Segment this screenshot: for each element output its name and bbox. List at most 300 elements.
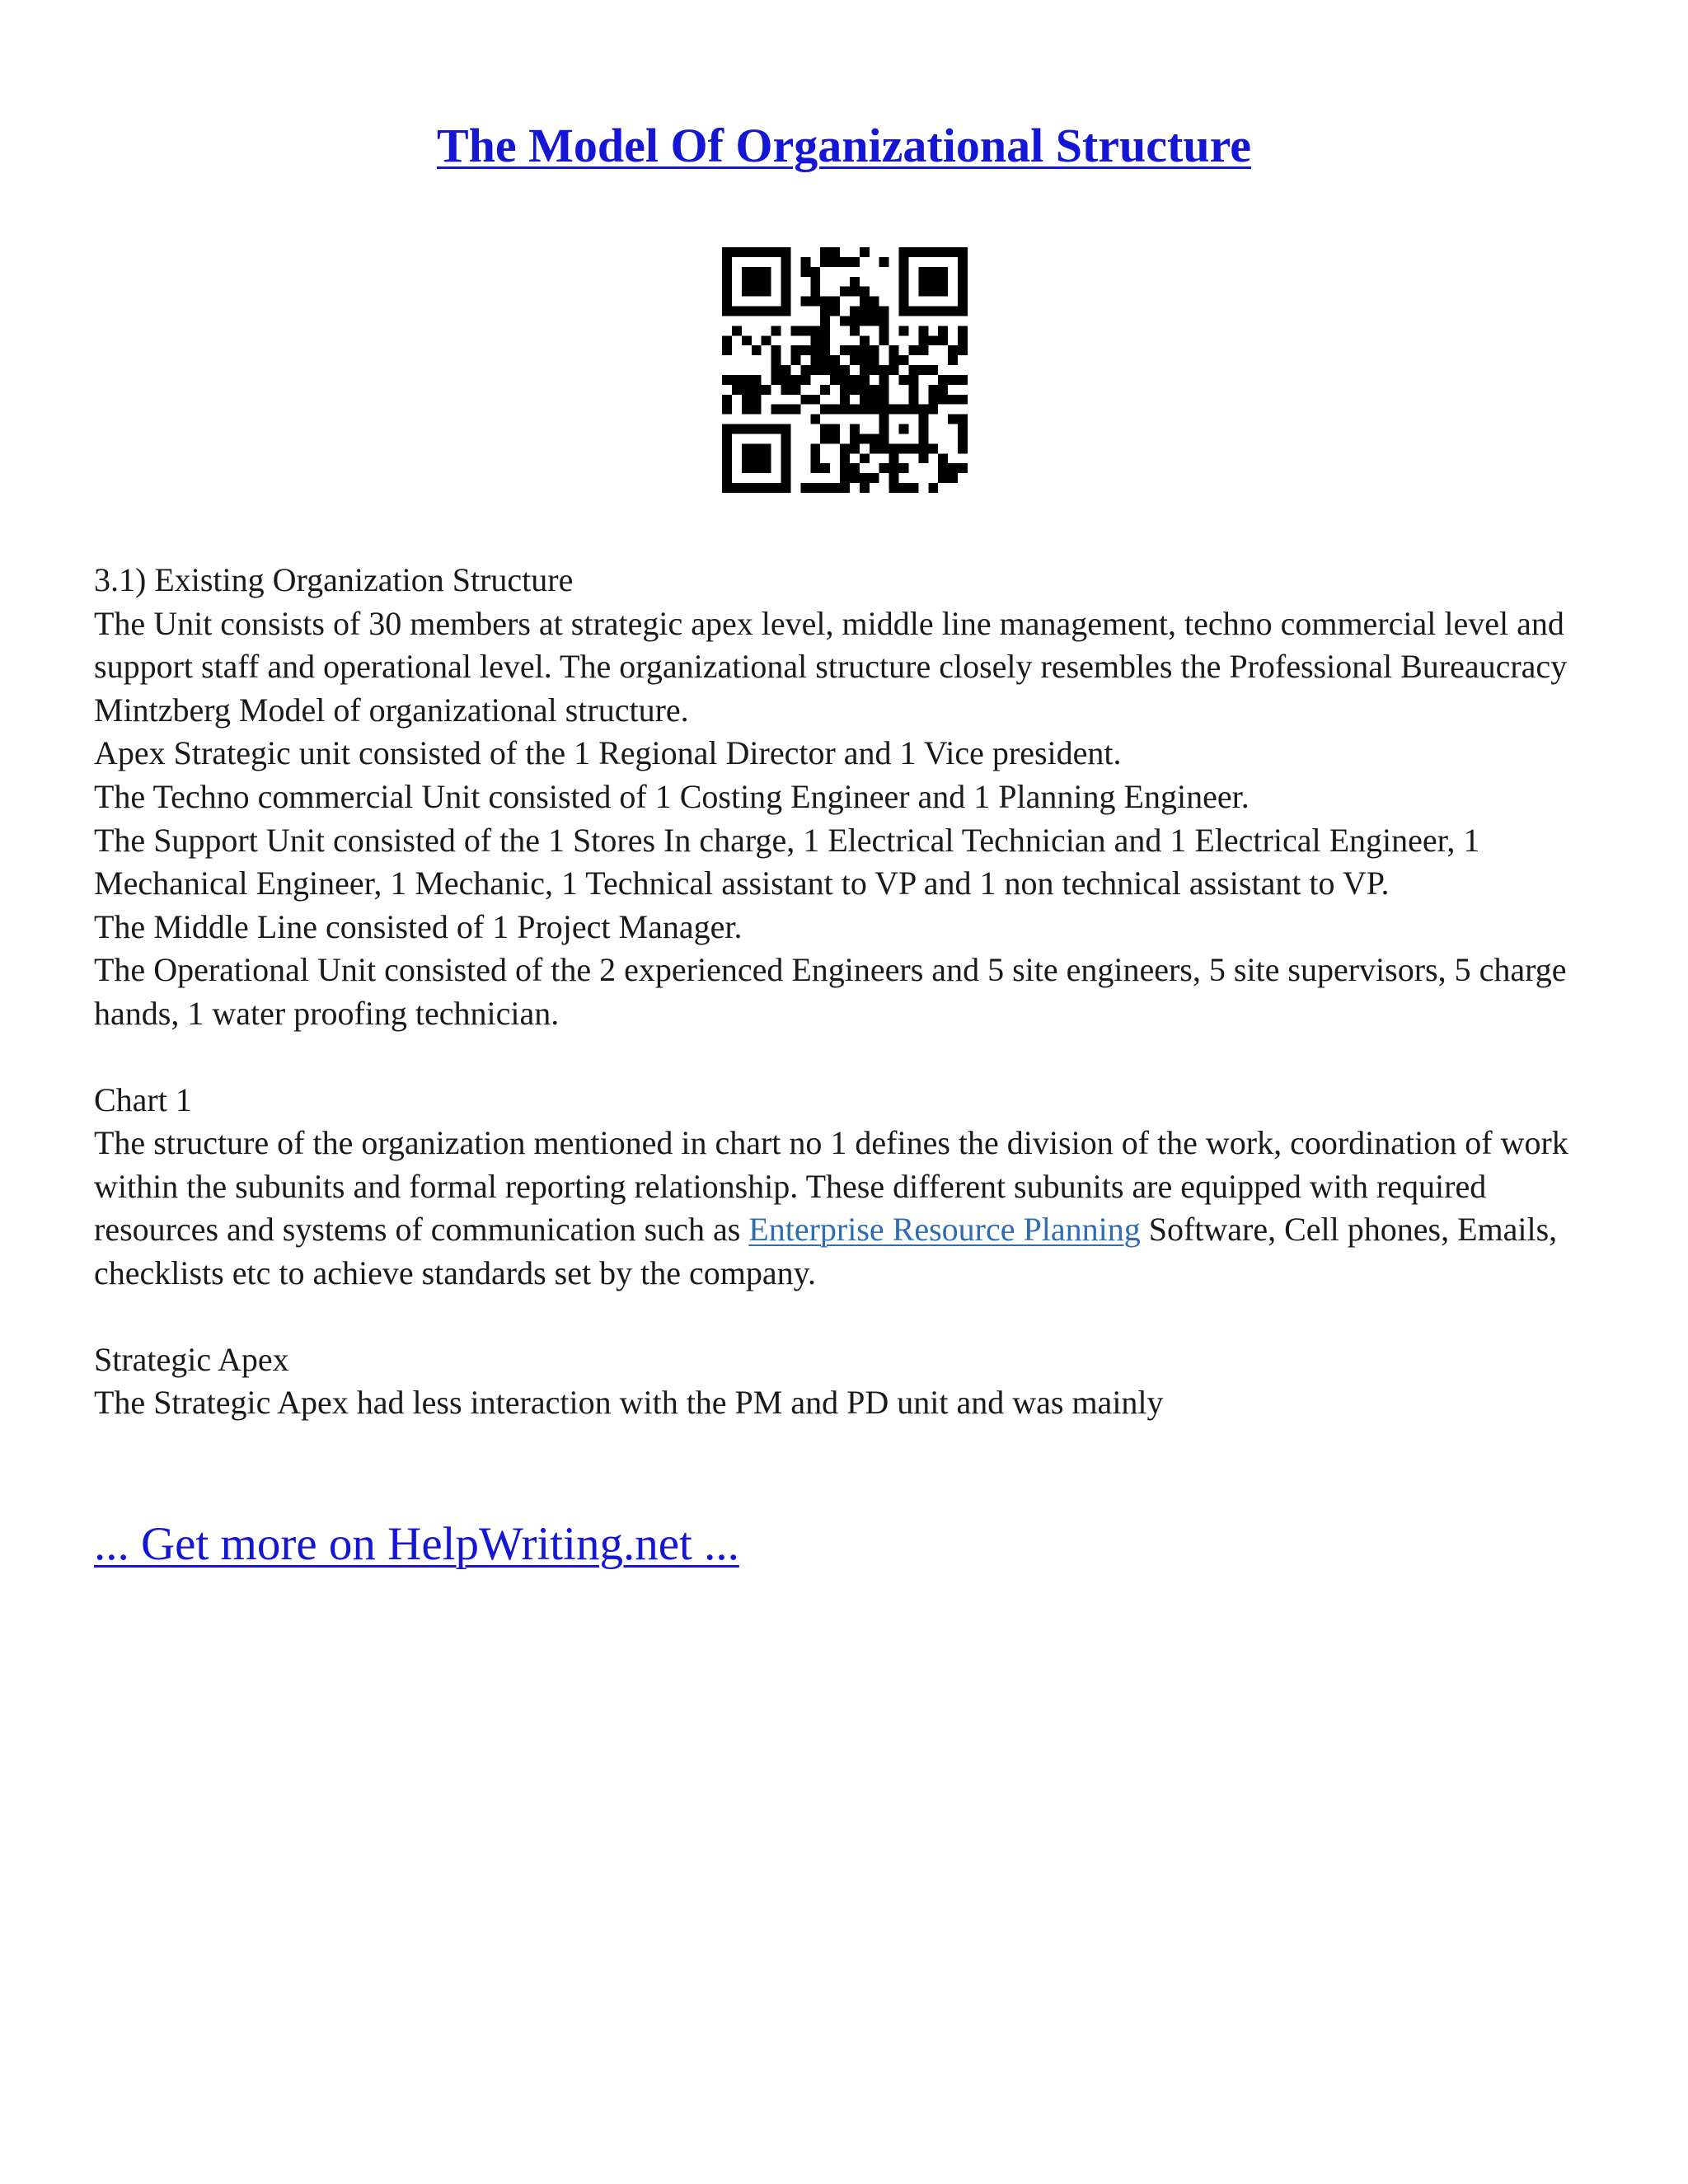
qr-module <box>948 247 958 257</box>
qr-module <box>800 375 810 385</box>
qr-code-icon <box>722 247 968 493</box>
qr-module <box>928 385 938 395</box>
qr-module <box>752 453 762 463</box>
qr-module <box>771 355 781 365</box>
qr-module <box>918 345 928 355</box>
qr-module <box>908 375 918 385</box>
qr-module <box>820 355 830 365</box>
qr-module <box>958 375 968 385</box>
qr-module <box>918 287 928 297</box>
qr-module <box>781 365 791 375</box>
erp-link[interactable]: Enterprise Resource Planning <box>748 1211 1141 1249</box>
qr-module <box>870 365 879 375</box>
qr-module <box>928 307 938 316</box>
qr-module <box>722 287 732 297</box>
qr-module <box>958 415 968 424</box>
qr-module <box>850 307 860 316</box>
qr-module <box>850 405 860 415</box>
qr-module <box>722 307 732 316</box>
qr-module <box>899 297 909 307</box>
qr-module <box>722 375 732 385</box>
qr-module <box>889 405 899 415</box>
qr-module <box>742 335 752 345</box>
qr-module <box>889 453 899 463</box>
chart-heading: Chart 1 <box>94 1080 192 1118</box>
qr-module <box>722 277 732 287</box>
qr-module <box>948 463 958 473</box>
paragraph-support-unit: The Support Unit consisted of the 1 Stores In charge, 1 Electrical Technician and 1 Electrical Engineer, 1 Mechanical Engineer, 1 Mechanic, 1 Technical assistant to VP and 1 non technical assistant to VP. <box>94 821 1480 902</box>
qr-module <box>820 463 830 473</box>
qr-module <box>810 297 820 307</box>
qr-module <box>908 345 918 355</box>
qr-module <box>899 247 909 257</box>
qr-module <box>938 335 948 345</box>
qr-module <box>722 424 732 434</box>
qr-module <box>958 287 968 297</box>
qr-module <box>790 375 800 385</box>
qr-module <box>879 385 889 395</box>
qr-module <box>860 287 870 297</box>
qr-module <box>879 405 889 415</box>
qr-module <box>762 267 771 277</box>
qr-module <box>752 287 762 297</box>
qr-module <box>879 326 889 335</box>
qr-module <box>870 385 879 395</box>
qr-module <box>889 345 899 355</box>
paragraph-operational-unit: The Operational Unit consisted of the 2 experienced Engineers and 5 site engineers, 5 site supervisors, 5 charge hands, 1 water proofing technician. <box>94 951 1567 1032</box>
qr-module <box>781 287 791 297</box>
qr-module <box>850 326 860 335</box>
qr-module <box>800 267 810 277</box>
qr-module <box>850 277 860 287</box>
qr-module <box>870 307 879 316</box>
document-body <box>94 559 1602 1425</box>
qr-module <box>840 316 850 326</box>
paragraph-unit-overview: The Unit consists of 30 members at strategic apex level, middle line management, techno commercial level and support staff and operational level. The organizational structure closely resembles the Professional Bureaucracy Mintzberg Model of organizational structure. <box>94 604 1568 729</box>
qr-module <box>830 247 840 257</box>
qr-module <box>850 257 860 267</box>
qr-module <box>840 345 850 355</box>
qr-module <box>810 463 820 473</box>
qr-module <box>850 424 860 434</box>
qr-module <box>820 257 830 267</box>
chart-text-before-link: The structure of the organization mentioned in chart no 1 defines the division of the work, coordination of work within the subunits and formal reporting relationship. These different subunits are equipped with required resources and systems of communication such as <box>94 1124 1568 1249</box>
qr-module <box>899 267 909 277</box>
qr-module <box>732 326 742 335</box>
qr-module <box>879 443 889 453</box>
qr-module <box>752 345 762 355</box>
qr-module <box>860 385 870 395</box>
qr-module <box>870 405 879 415</box>
qr-module <box>762 287 771 297</box>
qr-module <box>938 395 948 405</box>
qr-module <box>870 473 879 483</box>
qr-module <box>958 297 968 307</box>
qr-module <box>722 473 732 483</box>
qr-module <box>840 385 850 395</box>
qr-module <box>830 297 840 307</box>
qr-module <box>889 473 899 483</box>
qr-module <box>830 365 840 375</box>
qr-module <box>899 326 909 335</box>
qr-module <box>918 424 928 434</box>
qr-module <box>889 463 899 473</box>
qr-module <box>830 405 840 415</box>
qr-module <box>752 405 762 415</box>
qr-module <box>938 375 948 385</box>
qr-module <box>800 326 810 335</box>
qr-module <box>742 443 752 453</box>
qr-module <box>771 247 781 257</box>
qr-module <box>899 287 909 297</box>
qr-module <box>840 365 850 375</box>
qr-module <box>870 355 879 365</box>
qr-module <box>800 257 810 267</box>
qr-module <box>850 316 860 326</box>
qr-module <box>781 385 791 395</box>
qr-module <box>830 483 840 493</box>
qr-module <box>732 247 742 257</box>
qr-module <box>722 335 732 345</box>
qr-module <box>840 473 850 483</box>
qr-module <box>958 345 968 355</box>
qr-module <box>870 345 879 355</box>
qr-module <box>958 335 968 345</box>
qr-module <box>800 395 810 405</box>
qr-module <box>752 375 762 385</box>
qr-module <box>860 434 870 443</box>
qr-module <box>771 424 781 434</box>
qr-module <box>918 365 928 375</box>
qr-module <box>830 375 840 385</box>
qr-module <box>899 257 909 267</box>
qr-module <box>820 483 830 493</box>
qr-module <box>820 424 830 434</box>
qr-module <box>840 443 850 453</box>
qr-module <box>781 473 791 483</box>
qr-module <box>860 473 870 483</box>
qr-module <box>860 405 870 415</box>
qr-module <box>928 247 938 257</box>
qr-module <box>762 307 771 316</box>
qr-module <box>790 326 800 335</box>
qr-module <box>781 483 791 493</box>
qr-module <box>850 355 860 365</box>
qr-module <box>850 443 860 453</box>
qr-module <box>820 316 830 326</box>
qr-module <box>958 463 968 473</box>
qr-module <box>938 473 948 483</box>
qr-module <box>840 287 850 297</box>
qr-module <box>879 375 889 385</box>
qr-module <box>810 453 820 463</box>
qr-module <box>742 405 752 415</box>
qr-module <box>722 267 732 277</box>
qr-module <box>742 463 752 473</box>
qr-module <box>889 355 899 365</box>
qr-module <box>938 385 948 395</box>
qr-module <box>918 405 928 415</box>
qr-module <box>938 267 948 277</box>
qr-module <box>879 395 889 405</box>
qr-module <box>742 307 752 316</box>
qr-module <box>850 375 860 385</box>
qr-module <box>781 405 791 415</box>
qr-module <box>899 277 909 287</box>
qr-module <box>762 443 771 453</box>
qr-module <box>860 375 870 385</box>
qr-module <box>870 443 879 453</box>
qr-module <box>918 335 928 345</box>
qr-module <box>781 453 791 463</box>
qr-module <box>771 405 781 415</box>
qr-module <box>722 247 732 257</box>
qr-module <box>762 277 771 287</box>
qr-module <box>938 453 948 463</box>
qr-module <box>928 443 938 453</box>
qr-module <box>840 483 850 493</box>
qr-module <box>938 463 948 473</box>
paragraph-gap <box>94 1296 1602 1338</box>
qr-module <box>810 415 820 424</box>
qr-module <box>810 345 820 355</box>
qr-module <box>781 463 791 473</box>
qr-module <box>879 307 889 316</box>
qr-module <box>908 307 918 316</box>
qr-module <box>771 326 781 335</box>
qr-module <box>958 307 968 316</box>
qr-module <box>752 385 762 395</box>
qr-module <box>752 395 762 405</box>
qr-module <box>948 375 958 385</box>
qr-module <box>722 483 732 493</box>
qr-module <box>800 483 810 493</box>
qr-module <box>820 434 830 443</box>
qr-module <box>870 395 879 405</box>
qr-module <box>889 365 899 375</box>
qr-module <box>958 424 968 434</box>
qr-module <box>860 365 870 375</box>
qr-module <box>938 326 948 335</box>
qr-module <box>810 335 820 345</box>
qr-module <box>742 424 752 434</box>
qr-module <box>899 355 909 365</box>
qr-module <box>840 453 850 463</box>
qr-module <box>722 257 732 267</box>
qr-module <box>781 443 791 453</box>
qr-module <box>722 443 732 453</box>
qr-module <box>800 297 810 307</box>
qr-module <box>820 247 830 257</box>
qr-module <box>870 316 879 326</box>
qr-module <box>918 277 928 287</box>
qr-module <box>742 267 752 277</box>
qr-module <box>800 345 810 355</box>
qr-module <box>820 297 830 307</box>
qr-module <box>958 434 968 443</box>
qr-module <box>742 385 752 395</box>
qr-module <box>762 247 771 257</box>
qr-module <box>948 307 958 316</box>
qr-module <box>810 277 820 287</box>
qr-module <box>879 316 889 326</box>
qr-module <box>850 463 860 473</box>
qr-module <box>870 434 879 443</box>
qr-module <box>771 365 781 375</box>
qr-module <box>781 307 791 316</box>
qr-module <box>722 345 732 355</box>
qr-module <box>840 405 850 415</box>
qr-module <box>918 267 928 277</box>
qr-module <box>928 335 938 345</box>
qr-module <box>908 395 918 405</box>
qr-module <box>732 483 742 493</box>
qr-module <box>810 395 820 405</box>
qr-module <box>732 307 742 316</box>
qr-module <box>790 355 800 365</box>
qr-module <box>850 385 860 395</box>
strategic-apex-heading: Strategic Apex <box>94 1340 289 1378</box>
qr-module <box>928 277 938 287</box>
qr-module <box>781 297 791 307</box>
qr-module <box>732 375 742 385</box>
qr-module <box>860 297 870 307</box>
qr-module <box>918 247 928 257</box>
qr-module <box>790 405 800 415</box>
qr-module <box>840 463 850 473</box>
qr-module <box>810 365 820 375</box>
qr-module <box>928 405 938 415</box>
qr-module <box>958 443 968 453</box>
qr-module <box>958 277 968 287</box>
qr-module <box>948 345 958 355</box>
qr-module <box>899 463 909 473</box>
page-title <box>0 114 1688 178</box>
qr-module <box>958 395 968 405</box>
qr-module <box>752 443 762 453</box>
qr-module <box>742 453 752 463</box>
section-heading: 3.1) Existing Organization Structure <box>94 561 574 598</box>
qr-module <box>732 385 742 395</box>
qr-module <box>879 257 889 267</box>
qr-module <box>790 385 800 395</box>
qr-module <box>918 443 928 453</box>
qr-module <box>790 345 800 355</box>
qr-module <box>722 434 732 443</box>
qr-module <box>899 375 909 385</box>
qr-module <box>771 483 781 493</box>
qr-module <box>918 453 928 463</box>
qr-module <box>752 463 762 473</box>
qr-module <box>928 395 938 405</box>
qr-module <box>820 307 830 316</box>
qr-module <box>918 307 928 316</box>
qr-module <box>938 277 948 287</box>
qr-module <box>820 345 830 355</box>
qr-module <box>948 355 958 365</box>
qr-module <box>860 345 870 355</box>
qr-module <box>879 463 889 473</box>
qr-module <box>879 424 889 434</box>
qr-module <box>860 335 870 345</box>
qr-module <box>850 287 860 297</box>
qr-module <box>810 267 820 277</box>
qr-module <box>820 335 830 345</box>
qr-module <box>879 434 889 443</box>
get-more-link[interactable]: ... Get more on HelpWriting.net ... <box>94 1518 739 1570</box>
qr-module <box>722 395 732 405</box>
qr-module <box>762 463 771 473</box>
qr-module <box>800 365 810 375</box>
paragraph-strategic-apex: The Strategic Apex had less interaction with the PM and PD unit and was mainly <box>94 1384 1164 1422</box>
qr-module <box>781 247 791 257</box>
qr-module <box>958 267 968 277</box>
qr-module <box>850 345 860 355</box>
qr-module <box>899 483 909 493</box>
qr-module <box>918 415 928 424</box>
qr-module <box>810 287 820 297</box>
qr-module <box>948 473 958 483</box>
paragraph-apex-unit: Apex Strategic unit consisted of the 1 Regional Director and 1 Vice president. <box>94 734 1122 772</box>
qr-module <box>781 424 791 434</box>
qr-module <box>810 443 820 453</box>
title-link[interactable]: The Model Of Organizational Structure <box>436 119 1252 172</box>
qr-module <box>899 307 909 316</box>
qr-module <box>742 277 752 287</box>
qr-module <box>781 257 791 267</box>
paragraph-gap <box>94 1036 1602 1079</box>
qr-module <box>860 453 870 463</box>
qr-module <box>820 405 830 415</box>
qr-module <box>860 355 870 365</box>
qr-module <box>830 424 840 434</box>
qr-module <box>810 355 820 365</box>
chart-text-after-link: Software, Cell phones, Emails, checklists etc to achieve standards set by the company. <box>94 1211 1558 1291</box>
qr-module <box>722 463 732 473</box>
qr-module <box>732 424 742 434</box>
qr-module <box>908 385 918 395</box>
qr-module <box>850 473 860 483</box>
qr-module <box>860 316 870 326</box>
qr-module <box>752 424 762 434</box>
qr-module <box>820 326 830 335</box>
qr-module <box>830 434 840 443</box>
qr-module <box>889 443 899 453</box>
qr-module <box>908 483 918 493</box>
paragraph-middle-line: The Middle Line consisted of 1 Project Manager. <box>94 907 743 945</box>
qr-module <box>781 277 791 287</box>
qr-module <box>840 395 850 405</box>
qr-module <box>870 297 879 307</box>
qr-module <box>752 267 762 277</box>
qr-module <box>771 375 781 385</box>
qr-module <box>830 355 840 365</box>
qr-module <box>958 257 968 267</box>
qr-module <box>762 424 771 434</box>
qr-module <box>908 365 918 375</box>
qr-module <box>928 267 938 277</box>
qr-module <box>752 307 762 316</box>
qr-module <box>948 395 958 405</box>
qr-module <box>879 335 889 345</box>
qr-module <box>958 326 968 335</box>
qr-module <box>742 287 752 297</box>
qr-module <box>752 277 762 287</box>
qr-module <box>742 483 752 493</box>
qr-module <box>781 434 791 443</box>
get-more-section <box>94 1513 739 1576</box>
qr-module <box>820 385 830 395</box>
